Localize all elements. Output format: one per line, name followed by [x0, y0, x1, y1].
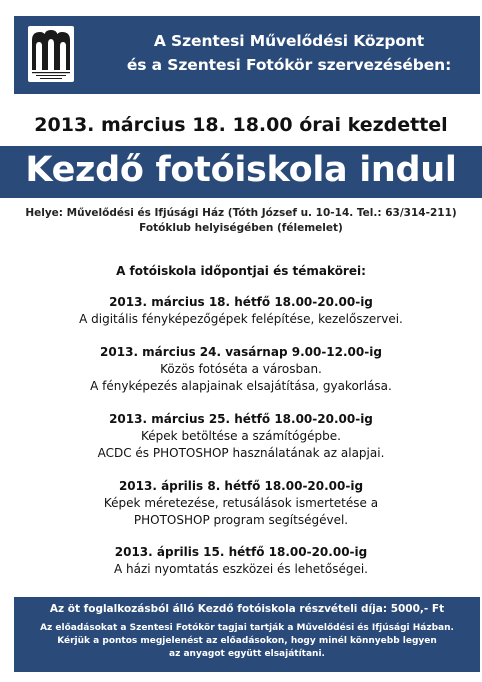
organizer-banner — [14, 16, 480, 94]
session-date: 2013. március 24. vasárnap 9.00-12.00-ig — [100, 345, 382, 359]
session-topic: Közös fotóséta a városban. — [160, 362, 322, 376]
session-date: 2013. április 8. hétfő 18.00-20.00-ig — [118, 479, 364, 493]
session-5 — [0, 544, 482, 578]
fee-banner — [14, 597, 480, 672]
session-2 — [0, 344, 482, 395]
venue-line-1: Helye: Művelődési és Ifjúsági Ház (Tóth József u. 10-14. Tel.: 63/314-211) — [25, 207, 457, 219]
session-topic: ACDC és PHOTOSHOP használatának az alapjai. — [97, 446, 385, 460]
footer-note-2: Kérjük a pontos megjelenést az előadásokon, hogy minél könnyebb legyen — [57, 636, 437, 646]
page-title: Kezdő fotóiskola indul — [25, 150, 457, 190]
session-1 — [0, 294, 482, 328]
session-topic: A digitális fényképezőgépek felépítése, kezelőszervei. — [79, 312, 403, 326]
session-date: 2013. március 25. hétfő 18.00-20.00-ig — [109, 412, 373, 426]
session-date: 2013. március 18. hétfő 18.00-20.00-ig — [109, 295, 373, 309]
organizer-line-1: A Szentesi Művelődési Központ — [153, 32, 425, 50]
fee-text: Az öt foglalkozásból álló Kezdő fotóiskola részvételi díja: 5000,- Ft — [49, 603, 445, 615]
start-date: 2013. március 18. 18.00 órai kezdettel — [34, 114, 448, 136]
title-banner — [0, 146, 482, 198]
footer-note-3: az anyagot együtt elsajátítani. — [169, 649, 325, 659]
venue-line-2: Fotóklub helyiségében (félemelet) — [139, 222, 343, 234]
session-4 — [0, 478, 482, 529]
session-topic: Képek méretezése, retusálások ismertetése a — [103, 496, 379, 510]
session-topic: A házi nyomtatás eszközei és lehetőségei. — [114, 562, 368, 576]
institution-logo-icon — [28, 26, 74, 82]
session-topic: Képek betöltése a számítógépbe. — [141, 429, 341, 443]
schedule-heading: A fotóiskola időpontjai és témakörei: — [116, 264, 366, 278]
organizer-line-2: és a Szentesi Fotókör szervezésében: — [126, 56, 452, 74]
session-topic: PHOTOSHOP program segítségével. — [133, 513, 349, 527]
footer-note-1: Az előadásokat a Szentesi Fotókör tagjai tartják a Művelődési és Ifjúsági Házban. — [40, 623, 454, 633]
session-topic: A fényképezés alapjainak elsajátítása, gyakorlása. — [90, 379, 392, 393]
session-date: 2013. április 15. hétfő 18.00-20.00-ig — [114, 545, 368, 559]
session-3 — [0, 411, 482, 462]
